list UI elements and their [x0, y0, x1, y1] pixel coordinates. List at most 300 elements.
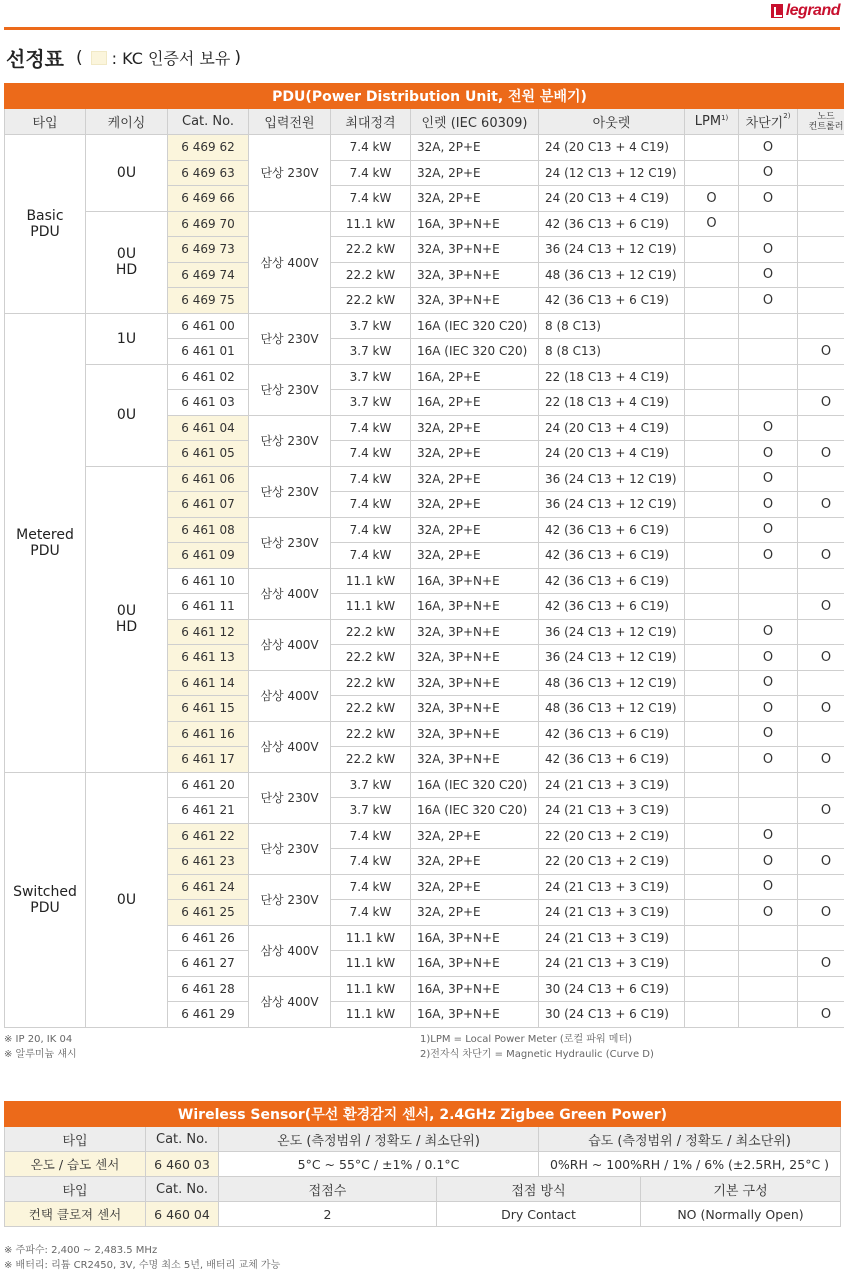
cat-no-cell: 6 461 27 [168, 951, 249, 977]
breaker-cell: O [739, 288, 798, 314]
lpm-cell [685, 543, 739, 569]
power-cell: 11.1 kW [331, 568, 411, 594]
lpm-cell [685, 517, 739, 543]
breaker-cell [739, 364, 798, 390]
lpm-cell [685, 594, 739, 620]
supply-cell: 단상 230V [249, 772, 331, 823]
cat-no-cell: 6 461 17 [168, 747, 249, 773]
breaker-cell: O [739, 696, 798, 722]
power-cell: 22.2 kW [331, 645, 411, 671]
casing-line-0: 0U [116, 164, 137, 181]
ws-col-humidity: 습도 (측정범위 / 정확도 / 최소단위) [539, 1127, 841, 1152]
lpm-cell [685, 313, 739, 339]
cat-no-cell: 6 469 62 [168, 135, 249, 161]
inlet-cell: 32A, 2P+E [411, 186, 539, 212]
power-cell: 7.4 kW [331, 466, 411, 492]
casing-line-0: 0U [116, 246, 137, 262]
ws-col-cat-2: Cat. No. [146, 1177, 219, 1202]
pdu-row [5, 772, 844, 798]
breaker-cell [739, 976, 798, 1002]
outlet-cell: 36 (24 C13 + 12 C19) [539, 619, 685, 645]
power-cell: 7.4 kW [331, 874, 411, 900]
cat-no-cell: 6 461 26 [168, 925, 249, 951]
lpm-cell [685, 364, 739, 390]
node-controller-cell: O [798, 645, 844, 671]
breaker-cell [739, 568, 798, 594]
node-controller-cell [798, 415, 844, 441]
legrand-logo [771, 1, 840, 21]
inlet-cell: 16A (IEC 320 C20) [411, 772, 539, 798]
col-casing: 케이싱 [86, 109, 168, 135]
lpm-cell [685, 568, 739, 594]
outlet-cell: 24 (21 C13 + 3 C19) [539, 798, 685, 824]
casing-line-0: 0U [116, 891, 137, 908]
lpm-cell [685, 798, 739, 824]
node-controller-cell: O [798, 543, 844, 569]
outlet-cell: 36 (24 C13 + 12 C19) [539, 237, 685, 263]
col-node-controller [798, 109, 844, 135]
power-cell: 7.4 kW [331, 543, 411, 569]
ws-contact-type: Dry Contact [437, 1202, 641, 1227]
outlet-cell: 22 (18 C13 + 4 C19) [539, 390, 685, 416]
inlet-cell: 32A, 2P+E [411, 517, 539, 543]
lpm-cell [685, 823, 739, 849]
col-lpm-label: LPM [694, 114, 722, 129]
node-controller-cell: O [798, 849, 844, 875]
kc-swatch [91, 51, 107, 65]
power-cell: 3.7 kW [331, 798, 411, 824]
lpm-cell [685, 925, 739, 951]
node-controller-cell: O [798, 594, 844, 620]
pdu-row [5, 364, 844, 390]
kc-legend-label: : KC 인증서 보유 [111, 49, 231, 68]
breaker-cell [739, 772, 798, 798]
wireless-sensor-table [4, 1101, 841, 1227]
type-line-0: Metered [16, 526, 74, 543]
outlet-cell: 42 (36 C13 + 6 C19) [539, 543, 685, 569]
lpm-cell [685, 135, 739, 161]
cat-no-cell: 6 461 11 [168, 594, 249, 620]
supply-cell: 삼상 400V [249, 568, 331, 619]
power-cell: 7.4 kW [331, 160, 411, 186]
inlet-cell: 32A, 3P+N+E [411, 721, 539, 747]
pdu-selection-table [4, 83, 844, 1028]
cat-no-cell: 6 461 00 [168, 313, 249, 339]
power-cell: 7.4 kW [331, 441, 411, 467]
supply-cell: 삼상 400V [249, 211, 331, 313]
pdu-row [5, 135, 844, 161]
cat-no-cell: 6 461 24 [168, 874, 249, 900]
pdu-banner: PDU(Power Distribution Unit, 전원 분배기) [5, 84, 844, 109]
breaker-cell: O [739, 645, 798, 671]
ws-type-temp-humid: 온도 / 습도 센서 [5, 1152, 146, 1177]
outlet-cell: 48 (36 C13 + 12 C19) [539, 696, 685, 722]
lpm-cell [685, 900, 739, 926]
breaker-cell [739, 951, 798, 977]
breaker-cell: O [739, 670, 798, 696]
lpm-cell [685, 619, 739, 645]
power-cell: 7.4 kW [331, 517, 411, 543]
cat-no-cell: 6 461 29 [168, 1002, 249, 1028]
power-cell: 7.4 kW [331, 492, 411, 518]
power-cell: 22.2 kW [331, 747, 411, 773]
cat-no-cell: 6 461 13 [168, 645, 249, 671]
breaker-cell [739, 1002, 798, 1028]
lpm-cell [685, 288, 739, 314]
power-cell: 7.4 kW [331, 186, 411, 212]
type-line-0: Basic [26, 207, 64, 224]
breaker-cell: O [739, 160, 798, 186]
ws-temp-spec: 5°C ~ 55°C / ±1% / 0.1°C [219, 1152, 539, 1177]
outlet-cell: 42 (36 C13 + 6 C19) [539, 211, 685, 237]
inlet-cell: 16A, 3P+N+E [411, 568, 539, 594]
inlet-cell: 32A, 3P+N+E [411, 619, 539, 645]
power-cell: 7.4 kW [331, 415, 411, 441]
type-cell [5, 135, 86, 314]
supply-cell: 단상 230V [249, 364, 331, 415]
pdu-row [5, 313, 844, 339]
outlet-cell: 42 (36 C13 + 6 C19) [539, 594, 685, 620]
cat-no-cell: 6 461 15 [168, 696, 249, 722]
casing-cell [86, 313, 168, 364]
ws-col-config: 기본 구성 [641, 1177, 841, 1202]
breaker-cell: O [739, 517, 798, 543]
supply-cell: 삼상 400V [249, 976, 331, 1027]
node-controller-cell [798, 619, 844, 645]
cat-no-cell: 6 461 28 [168, 976, 249, 1002]
breaker-cell: O [739, 721, 798, 747]
cat-no-cell: 6 469 63 [168, 160, 249, 186]
lpm-cell [685, 874, 739, 900]
supply-cell: 삼상 400V [249, 619, 331, 670]
power-cell: 3.7 kW [331, 364, 411, 390]
ws-type-contact: 컨택 클로져 센서 [5, 1202, 146, 1227]
node-controller-cell: O [798, 798, 844, 824]
outlet-cell: 24 (21 C13 + 3 C19) [539, 951, 685, 977]
outlet-cell: 22 (18 C13 + 4 C19) [539, 364, 685, 390]
power-cell: 3.7 kW [331, 339, 411, 365]
casing-line-1: HD [115, 619, 138, 635]
cat-no-cell: 6 469 70 [168, 211, 249, 237]
lpm-cell [685, 339, 739, 365]
casing-line-1: HD [115, 262, 138, 278]
breaker-cell: O [739, 619, 798, 645]
power-cell: 7.4 kW [331, 135, 411, 161]
outlet-cell: 24 (12 C13 + 12 C19) [539, 160, 685, 186]
node-controller-cell [798, 976, 844, 1002]
node-controller-cell: O [798, 900, 844, 926]
breaker-cell: O [739, 874, 798, 900]
casing-cell [86, 466, 168, 772]
inlet-cell: 32A, 3P+N+E [411, 747, 539, 773]
node-controller-cell [798, 670, 844, 696]
supply-cell: 단상 230V [249, 517, 331, 568]
ws-col-cat: Cat. No. [146, 1127, 219, 1152]
node-controller-cell [798, 262, 844, 288]
outlet-cell: 24 (21 C13 + 3 C19) [539, 772, 685, 798]
inlet-cell: 16A (IEC 320 C20) [411, 313, 539, 339]
cat-no-cell: 6 461 06 [168, 466, 249, 492]
casing-cell [86, 364, 168, 466]
power-cell: 11.1 kW [331, 594, 411, 620]
lpm-cell [685, 390, 739, 416]
cat-no-cell: 6 461 03 [168, 390, 249, 416]
breaker-cell [739, 925, 798, 951]
cat-no-cell: 6 461 16 [168, 721, 249, 747]
ws-config: NO (Normally Open) [641, 1202, 841, 1227]
breaker-cell: O [739, 441, 798, 467]
node-controller-cell [798, 186, 844, 212]
node-controller-cell [798, 211, 844, 237]
cat-no-cell: 6 469 73 [168, 237, 249, 263]
breaker-cell: O [739, 849, 798, 875]
type-cell [5, 772, 86, 1027]
selection-heading: 선정표 [6, 47, 64, 71]
inlet-cell: 32A, 2P+E [411, 849, 539, 875]
node-controller-cell [798, 517, 844, 543]
inlet-cell: 32A, 2P+E [411, 415, 539, 441]
lpm-cell [685, 976, 739, 1002]
breaker-cell: O [739, 415, 798, 441]
cat-no-cell: 6 461 21 [168, 798, 249, 824]
lpm-cell [685, 696, 739, 722]
outlet-cell: 22 (20 C13 + 2 C19) [539, 849, 685, 875]
outlet-cell: 8 (8 C13) [539, 313, 685, 339]
power-cell: 7.4 kW [331, 900, 411, 926]
node-controller-cell: O [798, 492, 844, 518]
node-controller-cell [798, 313, 844, 339]
outlet-cell: 24 (20 C13 + 4 C19) [539, 186, 685, 212]
casing-cell [86, 135, 168, 212]
note-ip: ※ IP 20, IK 04 [4, 1034, 73, 1045]
cat-no-cell: 6 469 75 [168, 288, 249, 314]
inlet-cell: 32A, 2P+E [411, 823, 539, 849]
col-inlet: 인렛 (IEC 60309) [411, 109, 539, 135]
inlet-cell: 32A, 2P+E [411, 466, 539, 492]
breaker-cell [739, 390, 798, 416]
node-controller-cell [798, 925, 844, 951]
breaker-cell: O [739, 900, 798, 926]
inlet-cell: 16A, 3P+N+E [411, 976, 539, 1002]
ws-col-type-2: 타입 [5, 1177, 146, 1202]
power-cell: 11.1 kW [331, 951, 411, 977]
pdu-notes-right [420, 1032, 654, 1062]
outlet-cell: 36 (24 C13 + 12 C19) [539, 492, 685, 518]
breaker-cell [739, 339, 798, 365]
ws-col-temp: 온도 (측정범위 / 정확도 / 최소단위) [219, 1127, 539, 1152]
outlet-cell: 42 (36 C13 + 6 C19) [539, 568, 685, 594]
type-line-0: Switched [13, 883, 77, 900]
col-breaker-label: 차단기 [745, 116, 784, 131]
node-controller-cell: O [798, 1002, 844, 1028]
cat-no-cell: 6 461 23 [168, 849, 249, 875]
pdu-table-body [5, 135, 844, 1028]
note-battery: ※ 배터리: 리튬 CR2450, 3V, 수명 최소 5년, 배터리 교체 가능 [4, 1260, 281, 1271]
outlet-cell: 8 (8 C13) [539, 339, 685, 365]
note-chassis: ※ 알루미늄 섀시 [4, 1049, 77, 1060]
col-lpm-sup: 1) [721, 114, 729, 122]
power-cell: 22.2 kW [331, 237, 411, 263]
breaker-cell: O [739, 543, 798, 569]
cat-no-cell: 6 469 66 [168, 186, 249, 212]
lpm-cell [685, 262, 739, 288]
ws-humidity-spec: 0%RH ~ 100%RH / 1% / 6% (±2.5RH, 25°C ) [539, 1152, 841, 1177]
selection-title [6, 43, 241, 72]
col-cat-no: Cat. No. [168, 109, 249, 135]
inlet-cell: 32A, 2P+E [411, 492, 539, 518]
col-type: 타입 [5, 109, 86, 135]
breaker-cell: O [739, 747, 798, 773]
inlet-cell: 16A, 2P+E [411, 390, 539, 416]
node-controller-cell [798, 288, 844, 314]
legend-close-paren: ) [234, 47, 241, 68]
node-controller-cell [798, 160, 844, 186]
lpm-cell [685, 849, 739, 875]
lpm-cell [685, 441, 739, 467]
inlet-cell: 16A (IEC 320 C20) [411, 339, 539, 365]
outlet-cell: 30 (24 C13 + 6 C19) [539, 976, 685, 1002]
lpm-cell [685, 951, 739, 977]
outlet-cell: 42 (36 C13 + 6 C19) [539, 288, 685, 314]
legend-open-paren: ( [75, 47, 83, 68]
inlet-cell: 32A, 3P+N+E [411, 237, 539, 263]
supply-cell: 삼상 400V [249, 721, 331, 772]
outlet-cell: 24 (20 C13 + 4 C19) [539, 441, 685, 467]
note-lpm: 1)LPM = Local Power Meter (로컬 파워 메터) [420, 1034, 633, 1045]
supply-cell: 단상 230V [249, 415, 331, 466]
inlet-cell: 32A, 2P+E [411, 441, 539, 467]
lpm-cell [685, 721, 739, 747]
supply-cell: 단상 230V [249, 466, 331, 517]
ws-notes [4, 1243, 280, 1273]
power-cell: 22.2 kW [331, 721, 411, 747]
power-cell: 22.2 kW [331, 619, 411, 645]
type-line-1: PDU [30, 899, 60, 916]
outlet-cell: 36 (24 C13 + 12 C19) [539, 645, 685, 671]
inlet-cell: 32A, 3P+N+E [411, 288, 539, 314]
node-controller-cell: O [798, 747, 844, 773]
breaker-cell [739, 798, 798, 824]
col-lpm [685, 109, 739, 135]
outlet-cell: 24 (21 C13 + 3 C19) [539, 925, 685, 951]
cat-no-cell: 6 461 09 [168, 543, 249, 569]
power-cell: 7.4 kW [331, 849, 411, 875]
inlet-cell: 32A, 2P+E [411, 874, 539, 900]
lpm-cell: O [685, 186, 739, 212]
inlet-cell: 32A, 2P+E [411, 160, 539, 186]
breaker-cell: O [739, 262, 798, 288]
inlet-cell: 32A, 3P+N+E [411, 670, 539, 696]
supply-cell: 삼상 400V [249, 670, 331, 721]
power-cell: 3.7 kW [331, 313, 411, 339]
breaker-cell: O [739, 492, 798, 518]
casing-line-0: 0U [116, 603, 137, 619]
node-controller-cell [798, 772, 844, 798]
lpm-cell: O [685, 211, 739, 237]
breaker-cell: O [739, 135, 798, 161]
node-controller-cell: O [798, 339, 844, 365]
power-cell: 22.2 kW [331, 262, 411, 288]
type-line-1: PDU [30, 542, 60, 559]
breaker-cell [739, 594, 798, 620]
ws-col-contacts: 접점수 [219, 1177, 437, 1202]
outlet-cell: 24 (20 C13 + 4 C19) [539, 135, 685, 161]
supply-cell: 단상 230V [249, 313, 331, 364]
node-controller-cell: O [798, 696, 844, 722]
power-cell: 22.2 kW [331, 288, 411, 314]
inlet-cell: 16A (IEC 320 C20) [411, 798, 539, 824]
lpm-cell [685, 237, 739, 263]
cat-no-cell: 6 461 08 [168, 517, 249, 543]
col-max-rating: 최대정격 [331, 109, 411, 135]
cat-no-cell: 6 461 22 [168, 823, 249, 849]
power-cell: 11.1 kW [331, 1002, 411, 1028]
outlet-cell: 42 (36 C13 + 6 C19) [539, 517, 685, 543]
breaker-cell [739, 211, 798, 237]
lpm-cell [685, 747, 739, 773]
node-controller-cell [798, 364, 844, 390]
outlet-cell: 24 (21 C13 + 3 C19) [539, 900, 685, 926]
breaker-cell: O [739, 823, 798, 849]
ws-contact-count: 2 [219, 1202, 437, 1227]
cat-no-cell: 6 461 02 [168, 364, 249, 390]
node-controller-cell: O [798, 951, 844, 977]
ws-col-type: 타입 [5, 1127, 146, 1152]
inlet-cell: 16A, 3P+N+E [411, 925, 539, 951]
supply-cell: 삼상 400V [249, 925, 331, 976]
breaker-cell: O [739, 466, 798, 492]
node-controller-cell [798, 466, 844, 492]
power-cell: 11.1 kW [331, 976, 411, 1002]
inlet-cell: 32A, 2P+E [411, 900, 539, 926]
inlet-cell: 32A, 2P+E [411, 543, 539, 569]
supply-cell: 단상 230V [249, 874, 331, 925]
breaker-cell: O [739, 186, 798, 212]
outlet-cell: 24 (20 C13 + 4 C19) [539, 415, 685, 441]
power-cell: 3.7 kW [331, 390, 411, 416]
brand-name: legrand [785, 2, 840, 19]
inlet-cell: 16A, 3P+N+E [411, 951, 539, 977]
col-node-line2: 컨트롤러 [808, 121, 844, 132]
node-controller-cell [798, 135, 844, 161]
lpm-cell [685, 160, 739, 186]
inlet-cell: 32A, 3P+N+E [411, 262, 539, 288]
ws-banner: Wireless Sensor(무선 환경감지 센서, 2.4GHz Zigbee Green Power) [5, 1102, 841, 1127]
lpm-cell [685, 415, 739, 441]
inlet-cell: 32A, 3P+N+E [411, 645, 539, 671]
cat-no-cell: 6 461 25 [168, 900, 249, 926]
outlet-cell: 24 (21 C13 + 3 C19) [539, 874, 685, 900]
power-cell: 7.4 kW [331, 823, 411, 849]
cat-no-cell: 6 461 12 [168, 619, 249, 645]
inlet-cell: 16A, 3P+N+E [411, 211, 539, 237]
supply-cell: 단상 230V [249, 135, 331, 212]
inlet-cell: 32A, 2P+E [411, 135, 539, 161]
cat-no-cell: 6 461 07 [168, 492, 249, 518]
type-cell [5, 313, 86, 772]
node-controller-cell [798, 237, 844, 263]
inlet-cell: 32A, 3P+N+E [411, 696, 539, 722]
casing-line-0: 0U [116, 407, 137, 423]
node-controller-cell [798, 823, 844, 849]
col-breaker-sup: 2) [783, 112, 791, 120]
power-cell: 11.1 kW [331, 925, 411, 951]
cat-no-cell: 6 461 05 [168, 441, 249, 467]
lpm-cell [685, 772, 739, 798]
casing-cell [86, 772, 168, 1027]
lpm-cell [685, 466, 739, 492]
ws-cat-contact: 6 460 04 [146, 1202, 219, 1227]
